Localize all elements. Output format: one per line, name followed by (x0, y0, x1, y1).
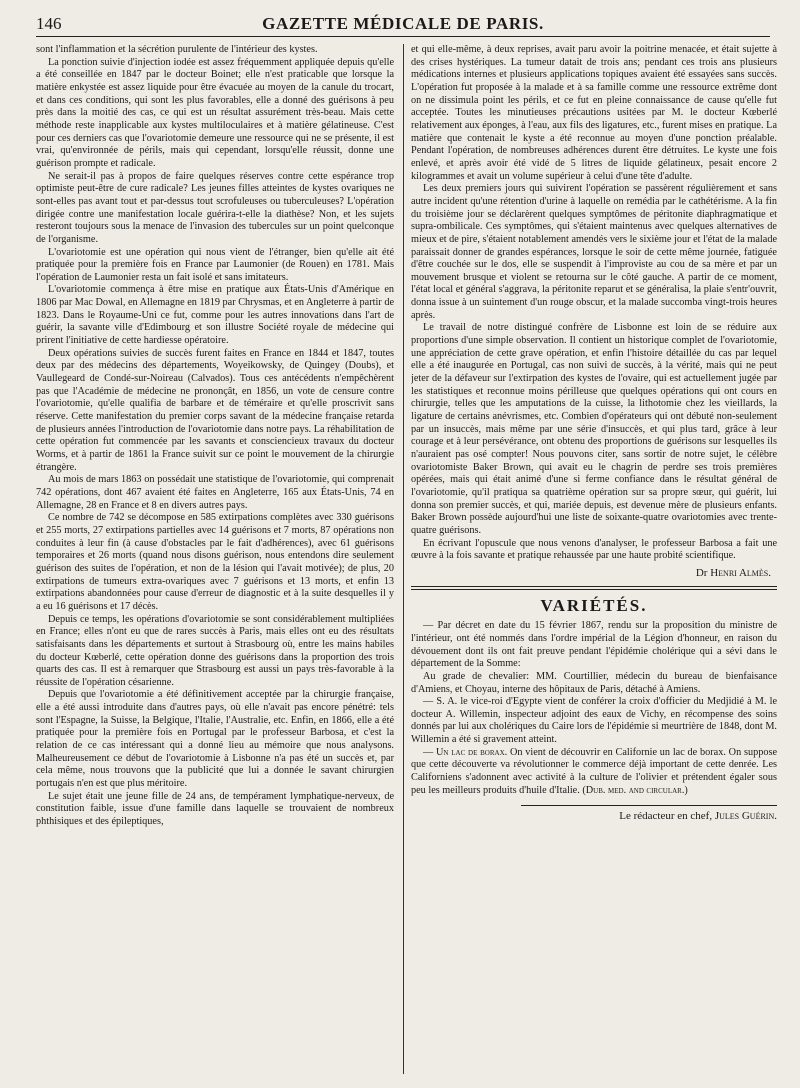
paragraph: Depuis que l'ovariotomie a été définitivement acceptée par la chirurgie française, elle a été aussi introduite dans d'autres pays, où elle n'avait pas encore pénétré: tels sont l'Espagne, la Suisse, la Belgique, l'Italie, l'Australie, etc. Enfin, en 1866, elle a été pratiquée pour la première fois en Portugal par le professeur Barbosa, et c'est la relation de ce cas intéressant qui a donné lieu au mémoire que nous analysons. Malheureusement ce début de l'ovariotomie à Lisbonne n'a pas été un succès et, par cela même, nous trouvons que la publicité que lui a donnée le savant chirurgien portugais n'en est que plus méritoire. (36, 689, 394, 790)
author-signature (411, 567, 771, 580)
paragraph: Depuis ce temps, les opérations d'ovariotomie se sont considérablement multipliées en France; elles n'ont eu que de rares succès à Paris, mais elles ont eu des résultats satisfaisants dans les départements et surtout à Strasbourg où, entre les mains habiles du docteur Kœberlé, cette opération donne des guérisons dans la proportion des trois quarts des cas. Il est à remarquer que Strasbourg est aussi un pays très-favorable à la réussite de l'opération césarienne. (36, 613, 394, 688)
paragraph: Au mois de mars 1863 on possédait une statistique de l'ovariotomie, qui comprenait 742 opérations, dont 467 avaient été faites en Angleterre, 165 aux États-Unis, 74 en Allemagne, 28 en France et 8 en divers autres pays. (36, 474, 394, 511)
editor-name: Jules Guérin. (714, 810, 777, 823)
column-divider (403, 44, 404, 1074)
left-column (36, 44, 394, 1074)
page-header (36, 14, 770, 37)
borax-source: (Dub. med. and circular.) (579, 784, 688, 796)
paragraph: Ne serait-il pas à propos de faire quelques réserves contre cette espérance trop optimiste peut-être de cure radicale? Les jeunes filles atteintes de kystes ovariques ne sont-elles pas avant tout et par-dessus tout scrofuleuses ou tuberculeuses? L'opération dirigée contre une manifestation locale guérira-t-elle la diathèse? Non, et les sujets resteront toujours sous la menace de l'invasion des tubercules sur un point quelconque de l'organisme. (36, 170, 394, 245)
paragraph: Le travail de notre distingué confrère de Lisbonne est loin de se réduire aux proportions d'une simple observation. Il contient un historique complet de l'ovariotomie, une appréciation de cette grave opération, et enfin l'histoire détaillée du cas par lequel elle a été inaugurée en Portugal, cas non suivi de succès, à la vérité, mais qui ne peut jeter de la défaveur sur l'extirpation des kystes de l'ovaire, qui est actuellement jugée par les statistiques et reconnue moins périlleuse que quelques opérations qui ont cours en chirurgie, telles que les amputations de la cuisse, la lithotomie chez les vieillards, la ligature de certains anévrismes, etc. Combien d'opérateurs qui ont débuté non-seulement par un insuccès, mais même par une série d'insuccès, et qui plus tard, grâce à leur courage et à leur persévérance, ont obtenu des proportions de guérisons sur lesquelles ils n'auraient pas osé compter! Nous pouvons citer, sans sortir de notre sujet, le célèbre ovariotomiste Baker Brown, qui avait eu le chagrin de perdre ses trois premières opérées, mais qui était animé d'une si ferme confiance dans le résultat général de l'ovariotomie, qu'il pratiqua sa quatrième opération sur sa propre sœur, qui guérit, lui donna son premier succès, et qui, mariée depuis, est devenue mère de plusieurs enfants. Baker Brown possède aujourd'hui une liste de soixante-quatre ovariotomies avec trente-quatre guérisons. (411, 322, 777, 536)
page-title: GAZETTE MÉDICALE DE PARIS. (262, 14, 544, 33)
borax-lead: — Un lac de borax. (423, 746, 508, 758)
paragraph: — S. A. le vice-roi d'Egypte vient de conférer la croix d'officier du Medjidié à M. le docteur A. Willemin, inspecteur adjoint des eaux de Vichy, en récompense des soins donnés par lui aux cholériques du Caire lors de l'épidémie si meurtrière de 1848, dont M. Willemin a été si gravement atteint. (411, 696, 777, 746)
paragraph: En écrivant l'opuscule que nous venons d'analyser, le professeur Barbosa a fait une œuvre à la fois savante et pratique rehaussée par une haute probité scientifique. (411, 537, 777, 562)
signature-name: Henri Almès. (710, 566, 771, 579)
section-rule (411, 586, 777, 590)
paragraph: — Par décret en date du 15 février 1867, rendu sur la proposition du ministre de l'intérieur, ont été nommés dans l'ordre impérial de la Légion d'honneur, en raison du dévouement dont ils ont fait preuve pendant l'épidémie cholérique qui a sévi dans le département de la Somme: (411, 620, 777, 670)
paragraph: et qui elle-même, à deux reprises, avait paru avoir la poitrine menacée, et était sujette à des crises hystériques. La tumeur datait de trois ans; pendant ces trois ans plusieurs médications internes et plusieurs applications topiques avaient été essayées sans succès. L'opération fut proposée à la malade et à sa famille comme une ressource extrême dont on ne dissimula point les périls, et ce fut en pleine connaissance de cause qu'elle fut acceptée. Toutes les minutieuses précautions usitées par M. le docteur Kœberlé relativement aux éponges, à l'eau, aux fils des ligatures, etc., furent mises en pratique. La matière que contenait le kyste a été reconnue au moyen d'une ponction préalable. Pendant l'opération, de nombreuses adhérences durent être détruites. Le kyste une fois enlevé, et après avoir été vidé de 5 litres de liquide gélatineux, pesait encore 2 kilogrammes et avait un volume supérieur à celui d'une tête d'adulte. (411, 44, 777, 182)
editor-prefix: Le rédacteur en chef, (619, 810, 715, 823)
paragraph: sont l'inflammation et la sécrétion purulente de l'intérieur des kystes. (36, 44, 318, 55)
paragraph-borax (411, 747, 777, 798)
right-column (411, 44, 777, 1074)
paragraph: La ponction suivie d'injection iodée est assez fréquemment appliquée depuis qu'elle a été conseillée en 1847 par le docteur Boinet; elle n'est praticable que lorsque la matière enkystée est assez liquide pour être évacuée au moyen de la canule du trocart, et dans ces conditions, qui sont les plus favorables, elle a donné des guérisons à peu près dans la moitié des cas, ce qui est un résultat assurément très-beau. Mais cette méthode reste inapplicable aux kystes multiloculaires et à matière gélatineuse. C'est pour ces derniers cas que l'ovariotomie demeure une ressource qui ne se présente, il est vrai, qu'environnée de périls, mais qui cependant, lorsqu'elle réussit, donne une guérison prompte et radicale. (36, 56, 394, 169)
page-number: 146 (36, 14, 62, 33)
paragraph: L'ovariotomie est une opération qui nous vient de l'étranger, bien qu'elle ait été pratiquée pour la première fois en France par Laumonier (de Rouen) en 1781. Mais l'opération de Laumonier resta un fait isolé et sans imitateurs. (36, 246, 394, 283)
paragraph: Les deux premiers jours qui suivirent l'opération se passèrent régulièrement et sans autre incident qu'une rétention d'urine à laquelle on remédia par le cathétérisme. A la fin du troisième jour se déclarèrent quelques symptômes de péritonite diaphragmatique et supra-ombilicale. Ces symptômes, qui s'étaient maintenus avec quelques alternatives de mieux et de pire, s'étaient notablement amendés vers le sixième jour et l'état de la malade paraissait donner de grandes espérances, lorsque le soir de cette même journée, fatiguée d'être couchée sur le dos, elle se suspendit à l'improviste au cou de sa mère et par un mouvement brusque et violent se retourna sur le côté gauche. A partir de ce moment, l'état local et général s'aggrava, la péritonite reparut et se généralisa, la plaie s'entr'ouvrit, donna issue à un suintement d'un rouge obscur, et la malade succomba vingt-trois heures après. (411, 183, 777, 321)
signature-prefix: Dr (695, 566, 711, 579)
paragraph: Le sujet était une jeune fille de 24 ans, de tempérament lymphatique-nerveux, de constitution faible, issue d'une famille dans laquelle se trouvaient de nombreux phthisiques et des épileptiques, (36, 790, 394, 828)
paragraph: L'ovariotomie commença à être mise en pratique aux États-Unis d'Amérique en 1806 par Mac Dowal, en Allemagne en 1819 par Chrysmas, et en Angleterre à partir de 1823. Dans le Royaume-Uni ce fut, comme pour les autres innovations dans l'art de guérir, la savante ville d'Edimbourg et son illustre Société royale de médecine qui prirent l'initiative de cette hardiesse opératoire. (36, 284, 394, 347)
editor-signature (521, 805, 777, 823)
paragraph: Deux opérations suivies de succès furent faites en France en 1844 et 1847, toutes deux par des médecins des départements, Woyeikowsky, de Quingey (Doubs), et Vaullegeard de Condé-sur-Noireau (Calvados). Tous ces antécédents n'empêchèrent pas que l'Académie de médecine ne prononçât, en 1856, un vote de censure contre l'ovariotomie, qu'elle qualifia de barbare et de téméraire et qu'elle proscrivit sans réserve. Cette manifestation du premier corps savant de la médecine française retarda de plusieurs années l'introduction de l'ovariotomie dans notre pays. La réhabilitation de cette opération fut commencée par les savants et consciencieux travaux du docteur Worms, et à partir de 1861 la France suivit sur ce point le mouvement de la chirurgie étrangère. (36, 347, 394, 473)
varietes-title: VARIÉTÉS. (540, 595, 648, 615)
paragraph: Au grade de chevalier: MM. Courtillier, médecin du bureau de bienfaisance d'Amiens, et Choyau, interne des hôpitaux de Paris, détaché à Amiens. (411, 670, 777, 695)
borax-text: On vient de découvrir en Californie un lac de borax. On suppose que cette découverte va révolutionner le commerce déjà important de cette denrée. Les Californiens s'adonnent avec activité à la culture de l'olivier et prétendent égaler sous peu les meilleurs produits d'huile d'Italie. (411, 746, 777, 796)
paragraph: Ce nombre de 742 se décompose en 585 extirpations complètes avec 330 guérisons et 255 morts, 27 extirpations partielles avec 14 guérisons et 7 morts, 87 opérations non conduites à leur fin (à cause d'obstacles par le fait d'adhérences), avec 61 guérisons temporaires et 26 morts (quand nous disons guérison, nous entendons dire seulement guérison des suites de l'opération, et non de la lésion qui l'avait motivée); de plus, 20 extirpations de tumeurs extra-ovariques avec 7 guérisons et 13 morts, et enfin 13 extirpations abandonnées pour cause d'erreur de diagnostic et à la suite desquelles il y a eu 16 guérisons et 17 décès. (36, 512, 394, 612)
